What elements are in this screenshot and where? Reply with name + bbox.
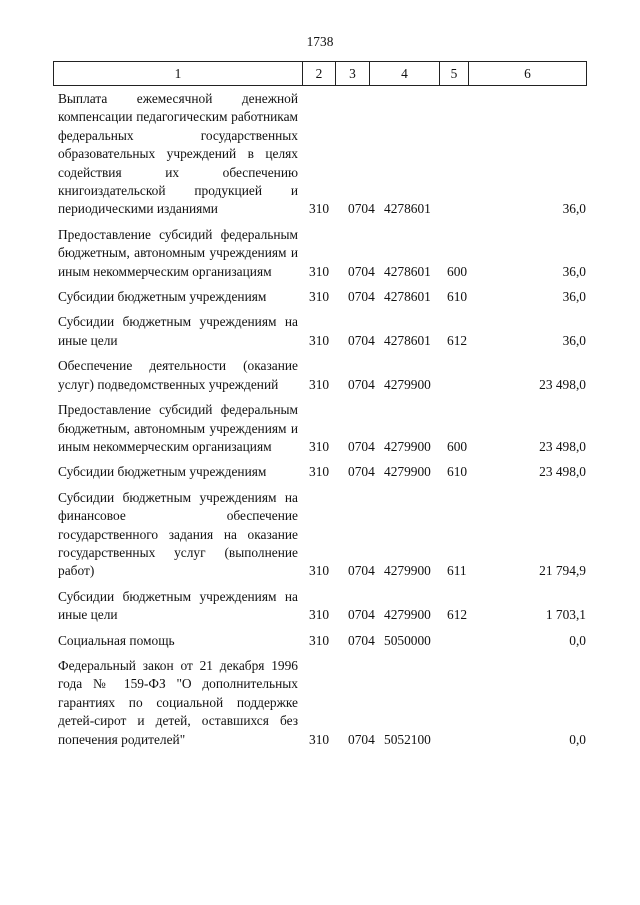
expense-type-cell: 610 (447, 289, 468, 305)
target-article-cell: 4279900 (384, 607, 431, 623)
target-article-cell: 4278601 (384, 201, 431, 217)
row-description: Субсидии бюджетным учреждениям на финансовое обеспечение государственного задания на оказание государственных услуг (выполнение работ) (58, 489, 298, 579)
table-row (0, 401, 640, 456)
section-code-cell: 0704 (348, 438, 375, 454)
section-code-cell: 0704 (348, 464, 375, 480)
expense-type-cell: 612 (447, 607, 468, 623)
header-col-3: 3 (336, 62, 370, 86)
table-row (0, 226, 640, 281)
target-article-cell: 4278601 (384, 289, 431, 305)
section-code-cell: 0704 (348, 607, 375, 623)
section-code-cell: 0704 (348, 201, 375, 217)
target-article-cell: 4279900 (384, 376, 431, 392)
table-row (0, 357, 640, 394)
table-row (0, 90, 640, 219)
header-col-2: 2 (303, 62, 336, 86)
amount-cell: 23 498,0 (539, 464, 586, 480)
section-code-cell: 0704 (348, 376, 375, 392)
target-article-cell: 4278601 (384, 263, 431, 279)
target-article-cell: 4279900 (384, 464, 431, 480)
section-code-cell: 0704 (348, 289, 375, 305)
header-col-1: 1 (54, 62, 303, 86)
page-number: 1738 (306, 34, 334, 49)
row-description: Предоставление субсидий федеральным бюджетным, автономным учреждениям и иным некоммерческим организациям (58, 226, 298, 279)
table-row (0, 288, 640, 306)
expense-type-cell: 600 (447, 438, 468, 454)
admin-code-cell: 310 (309, 376, 330, 392)
admin-code-cell: 310 (309, 263, 330, 279)
target-article-cell: 5052100 (384, 731, 431, 747)
table-row (0, 588, 640, 625)
section-code-cell: 0704 (348, 563, 375, 579)
expense-type-cell: 610 (447, 464, 468, 480)
section-code-cell: 0704 (348, 731, 375, 747)
row-description: Социальная помощь (58, 632, 175, 648)
expense-type-cell: 611 (447, 563, 467, 579)
row-description: Субсидии бюджетным учреждениям на иные цели (58, 314, 298, 348)
section-code-cell: 0704 (348, 263, 375, 279)
target-article-cell: 4279900 (384, 438, 431, 454)
admin-code-cell: 310 (309, 607, 330, 623)
row-description: Субсидии бюджетным учреждениям (58, 464, 267, 480)
admin-code-cell: 310 (309, 563, 330, 579)
table-row (0, 489, 640, 581)
table-row (0, 313, 640, 350)
amount-cell: 23 498,0 (539, 438, 586, 454)
row-description: Субсидии бюджетным учреждениям (58, 289, 267, 305)
row-description: Обеспечение деятельности (оказание услуг) подведомственных учреждений (58, 358, 298, 392)
header-col-4: 4 (370, 62, 440, 86)
budget-table-body (0, 90, 640, 756)
table-row (0, 463, 640, 481)
row-description: Выплата ежемесячной денежной компенсации педагогическим работникам федеральных государственных образовательных учреждений в целях содействия их обеспечению книгоиздательской продукцией и периодическими изданиями (58, 91, 298, 217)
header-col-5: 5 (440, 62, 469, 86)
table-row (0, 632, 640, 650)
target-article-cell: 4278601 (384, 332, 431, 348)
amount-cell: 36,0 (562, 263, 586, 279)
amount-cell: 0,0 (569, 731, 586, 747)
target-article-cell: 4279900 (384, 563, 431, 579)
amount-cell: 36,0 (562, 201, 586, 217)
row-description: Предоставление субсидий федеральным бюджетным, автономным учреждениям и иным некоммерческим организациям (58, 402, 298, 454)
table-row (0, 657, 640, 749)
target-article-cell: 5050000 (384, 632, 431, 648)
expense-type-cell: 612 (447, 332, 468, 348)
section-code-cell: 0704 (348, 332, 375, 348)
column-header-row (53, 61, 587, 86)
admin-code-cell: 310 (309, 438, 330, 454)
admin-code-cell: 310 (309, 332, 330, 348)
amount-cell: 1 703,1 (545, 607, 586, 623)
amount-cell: 36,0 (562, 289, 586, 305)
admin-code-cell: 310 (309, 464, 330, 480)
header-col-6: 6 (469, 62, 587, 86)
amount-cell: 36,0 (562, 332, 586, 348)
amount-cell: 23 498,0 (539, 376, 586, 392)
amount-cell: 0,0 (569, 632, 586, 648)
admin-code-cell: 310 (309, 289, 330, 305)
admin-code-cell: 310 (309, 731, 330, 747)
expense-type-cell: 600 (447, 263, 468, 279)
amount-cell: 21 794,9 (539, 563, 586, 579)
admin-code-cell: 310 (309, 201, 330, 217)
section-code-cell: 0704 (348, 632, 375, 648)
row-description: Федеральный закон от 21 декабря 1996 года № 159-ФЗ "О дополнительных гарантиях по социальной поддержке детей-сирот и детей, оставшихся без попечения родителей" (58, 657, 298, 747)
row-description: Субсидии бюджетным учреждениям на иные цели (58, 588, 298, 623)
admin-code-cell: 310 (309, 632, 330, 648)
